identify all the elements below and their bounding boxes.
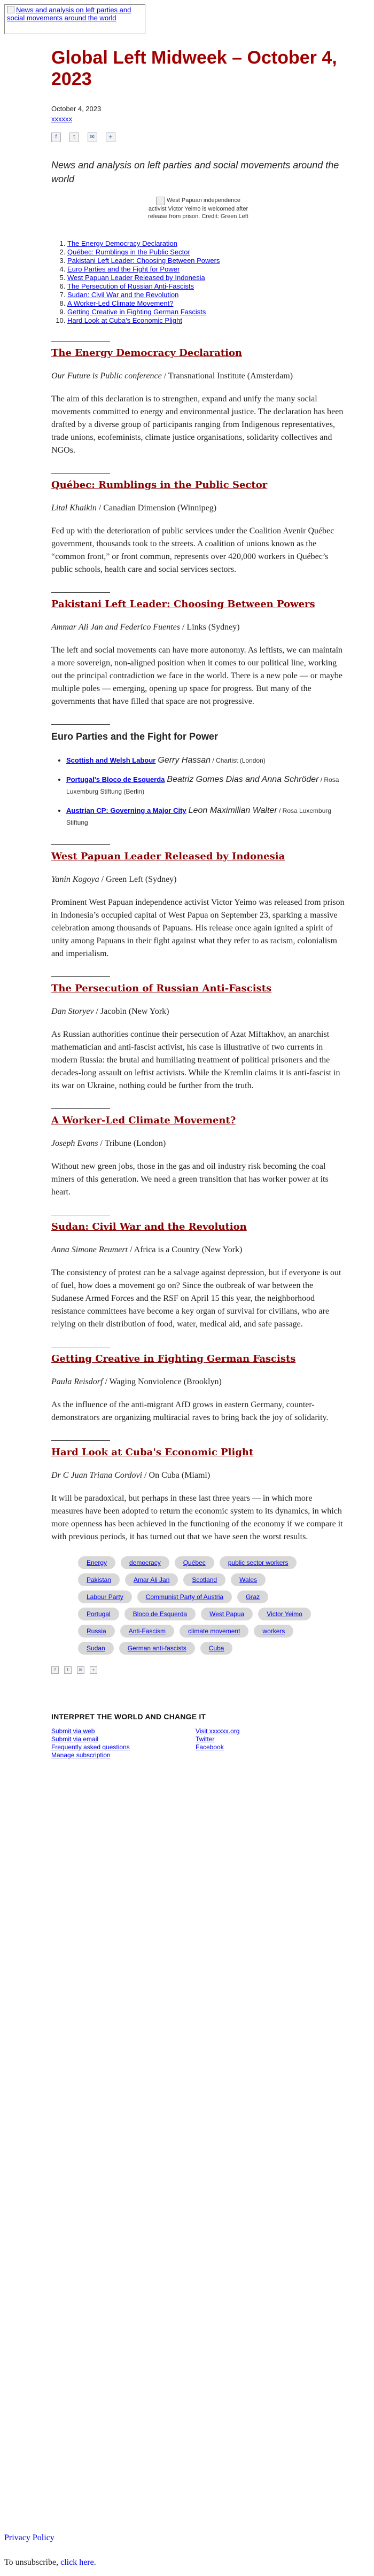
author-link[interactable]: xxxxxx [51, 115, 72, 123]
footer-link[interactable]: Visit xxxxxx.org [196, 1727, 240, 1735]
section-title: Euro Parties and the Fight for Power [51, 731, 219, 742]
footer-social-row [51, 1666, 345, 1674]
toc-item [67, 299, 345, 308]
article-byline [51, 1470, 345, 1481]
divider [51, 341, 110, 342]
toc-link[interactable]: The Persecution of Russian Anti-Fascists [67, 282, 194, 290]
footer-link[interactable]: Frequently asked questions [51, 1743, 130, 1751]
toc-link[interactable]: Québec: Rumblings in the Public Sector [67, 248, 190, 256]
article-title-link[interactable]: Getting Creative in Fighting German Fascists [51, 1353, 296, 1364]
euro-item-author: Leon Maximilian Walter [188, 806, 277, 815]
divider [51, 1440, 110, 1441]
tag-link[interactable]: Graz [237, 1590, 268, 1603]
privacy-policy-link[interactable]: Privacy Policy [4, 2533, 54, 2542]
divider [51, 976, 110, 977]
figure [147, 197, 249, 220]
article-byline [51, 1376, 345, 1388]
table-of-contents [51, 239, 345, 325]
email-icon[interactable]: ✉ [77, 1666, 84, 1674]
article-source: / Jacobin (New York) [94, 1007, 169, 1016]
twitter-icon[interactable]: t [69, 133, 79, 142]
divider [51, 1108, 110, 1109]
euro-item-source: / Rosa Luxemburg Stiftung (Berlin) [66, 776, 339, 795]
article-source: / Africa is a Country (New York) [128, 1245, 243, 1254]
article-source: / Tribune (London) [98, 1139, 166, 1148]
tag-link[interactable]: Québec [175, 1556, 214, 1569]
euro-list-item [66, 805, 345, 828]
facebook-icon[interactable]: f [51, 1666, 59, 1674]
article-title-link[interactable]: West Papuan Leader Released by Indonesia [51, 851, 285, 862]
article-byline [51, 1138, 345, 1150]
article-title-link[interactable]: Sudan: Civil War and the Revolution [51, 1221, 247, 1232]
article-author: Dan Storyev [51, 1007, 94, 1016]
toc-item [67, 308, 345, 316]
toc-item [67, 291, 345, 299]
tag-link[interactable]: Labour Party [78, 1590, 132, 1603]
toc-item [67, 265, 345, 274]
article-title-link[interactable]: The Energy Democracy Declaration [51, 347, 243, 359]
page-title: Global Left Midweek – October 4, 2023 [51, 48, 337, 89]
article-source: / Transnational Institute (Amsterdam) [161, 371, 293, 381]
footer-right-column [196, 1727, 340, 1759]
article-body: Without new green jobs, those in the gas and oil industry risk becoming the coal miners of this generation. We need a green transition that has worker power at its heart. [51, 1162, 329, 1197]
tag-link[interactable]: Communist Party of Austria [137, 1590, 232, 1603]
tag-link[interactable]: climate movement [180, 1625, 248, 1638]
toc-item [67, 274, 345, 282]
tag-link[interactable]: Energy [78, 1556, 115, 1569]
article-byline [51, 874, 345, 886]
toc-item [67, 316, 345, 325]
tag-link[interactable]: Victor Yeimo [258, 1608, 311, 1620]
divider [51, 844, 110, 845]
newsletter-banner-image[interactable] [4, 4, 145, 34]
euro-item-link[interactable]: Austrian CP: Governing a Major City [66, 806, 186, 814]
footer-link[interactable]: Twitter [196, 1735, 215, 1743]
footer-heading: INTERPRET THE WORLD AND CHANGE IT [51, 1712, 206, 1721]
article-author: Paula Reisdorf [51, 1377, 103, 1386]
divider [51, 473, 110, 474]
article-author: Lital Khaikin [51, 503, 97, 513]
article-source: / Waging Nonviolence (Brooklyn) [103, 1377, 222, 1386]
broken-image-icon [7, 6, 14, 13]
tag-link[interactable]: Portugal [78, 1608, 119, 1620]
article-source: / Green Left (Sydney) [99, 875, 177, 884]
divider [51, 724, 110, 725]
euro-item-source: / Chartist (London) [211, 757, 266, 764]
article-byline [51, 1244, 345, 1256]
footer-link[interactable]: Submit via email [51, 1735, 99, 1743]
euro-item-source: / Rosa Luxemburg Stiftung [66, 807, 332, 826]
article-body: The consistency of protest can be a salvage against depression, but if everyone is out of fuel, how does a movement go on? Since the outbreak of war between the Sudanese Armed Forces and the RSF on April 15 this year, the neighborhood resistance committees have become a key organ of survival for civilians, who are relying on their distribution of food, water, medical aid, and safe passage. [51, 1268, 341, 1329]
twitter-icon[interactable]: t [64, 1666, 72, 1674]
article-byline [51, 370, 345, 382]
toc-link[interactable]: Getting Creative in Fighting German Fascists [67, 308, 206, 316]
tag-link[interactable]: Russia [78, 1625, 115, 1638]
legal-footer [4, 2512, 368, 2567]
article-author: Joseph Evans [51, 1139, 98, 1148]
toc-item [67, 248, 345, 257]
article-source: / On Cuba (Miami) [142, 1471, 211, 1480]
publish-date: October 4, 2023 [51, 105, 102, 113]
article-author: Yanin Kogoya [51, 875, 99, 884]
footer-link[interactable]: Facebook [196, 1743, 224, 1751]
footer-links [51, 1727, 345, 1759]
article-title-link[interactable]: Québec: Rumblings in the Public Sector [51, 479, 268, 491]
article-title-link[interactable]: A Worker-Led Climate Movement? [51, 1115, 236, 1126]
tag-link[interactable]: Scotland [183, 1573, 225, 1586]
intro-text: News and analysis on left parties and social movements around the world [51, 160, 339, 184]
article-body: As the influence of the anti-migrant AfD grows in eastern Germany, counter-demonstrators are organizing multiracial raves to bring back the joy of solidarity. [51, 1400, 329, 1422]
tag-link[interactable]: German anti-fascists [119, 1642, 195, 1655]
footer-link[interactable]: Submit via web [51, 1727, 95, 1735]
euro-item-link[interactable]: Scottish and Welsh Labour [66, 756, 156, 764]
tag-link[interactable]: Amar Ali Jan [125, 1573, 178, 1586]
article-body: Prominent West Papuan independence activist Victor Yeimo was released from prison in Indonesia’s occupied capital of West Papua on September 23, sparking a massive celebration among thousands of Papuans. His release once again ignited a spirit of unity among Papuans in their fight against what they refer to as racism, colonialism and imperialism. [51, 898, 345, 958]
article-body: Fed up with the deterioration of public services under the Coalition Avenir Québec government, thousands took to the streets. A coalition of unions known as the “common front,” or front commun, represents over 420,000 workers in Québec’s public schools, health care and social services sectors. [51, 526, 334, 574]
toc-link[interactable]: The Energy Democracy Declaration [67, 239, 177, 247]
tag-link[interactable]: Sudan [78, 1642, 114, 1655]
unsubscribe-link[interactable]: click here [60, 2558, 94, 2567]
euro-item-link[interactable]: Portugal's Bloco de Esquerda [66, 775, 165, 783]
toc-link[interactable]: Hard Look at Cuba's Economic Plight [67, 316, 182, 324]
unsubscribe-line: To unsubscribe, click here. [4, 2558, 96, 2567]
newsletter-content [51, 47, 345, 1759]
article-byline [51, 502, 345, 514]
article-body: As Russian authorities continue their persecution of Azat Miftakhov, an anarchist mathematician and anti-fascist activist, his case is illustrative of two currents in modern Russia: the brutal and humiliating treatment of political prisoners and the decades-long assault on leftist activists. While the Kremlin claims it is anti-fascist in its war on Ukraine, nothing could be further from the truth. [51, 1030, 340, 1090]
article-author: Ammar Ali Jan and Federico Fuentes [51, 623, 180, 632]
euro-item-author: Beatriz Gomes Dias and Anna Schröder [167, 775, 319, 784]
tag-link[interactable]: public sector workers [220, 1556, 297, 1569]
figure-caption: West Papuan independence activist Victor Yeimo is welcomed after release from prison. Credit: Green Left [148, 197, 248, 220]
tag-link[interactable]: workers [254, 1625, 293, 1638]
article-source: / Canadian Dimension (Winnipeg) [96, 503, 217, 513]
euro-links-list [51, 755, 345, 828]
article-author: Dr C Juan Triana Cordovi [51, 1471, 143, 1480]
tag-list [78, 1556, 313, 1655]
article-author: Our Future is Public conference [51, 371, 162, 381]
article-source: / Links (Sydney) [180, 623, 240, 632]
tag-link[interactable]: Bloco de Esquerda [124, 1608, 196, 1620]
toc-link[interactable]: Euro Parties and the Fight for Power [67, 265, 180, 273]
article-byline [51, 622, 345, 633]
facebook-icon[interactable]: f [51, 133, 61, 142]
toc-link[interactable]: Sudan: Civil War and the Revolution [67, 291, 179, 299]
footer-left-column [51, 1727, 196, 1759]
article-body: The left and social movements can have more autonomy. As leftists, we can maintain a more sovereign, non-aligned position when it comes to our political line, working out the principal contradiction we face in the world. There is a new pole — or maybe multiple poles — emerging, opening up space for progress. But many of the governments that have filled that space are not progressive. [51, 646, 343, 706]
tag-link[interactable]: Cuba [200, 1642, 233, 1655]
toc-link[interactable]: A Worker-Led Climate Movement? [67, 299, 174, 307]
article-title-link[interactable]: Hard Look at Cuba's Economic Plight [51, 1447, 254, 1458]
social-share-row [51, 133, 345, 142]
article-body: The aim of this declaration is to strengthen, expand and unify the many social movements committed to energy and environmental justice. The declaration has been drafted by a diverse group of participants ranging from Indigenous representatives, trade unions, ecofeminists, climate justice organisations, solidarity collectives and NGOs. [51, 394, 344, 455]
article-body: It will be paradoxical, but perhaps in these last three years — in which more measures have been adopted to return the economic system to its dynamics, in which more openness has been achieved in the functioning of the economy if we compare it with previous periods, it has turned out that we have seen the worst results. [51, 1494, 343, 1541]
toc-item [67, 282, 345, 291]
toc-link[interactable]: Pakistani Left Leader: Choosing Between Powers [67, 257, 220, 265]
toc-item [67, 239, 345, 248]
euro-item-author: Gerry Hassan [158, 756, 211, 765]
image-icon [156, 197, 165, 205]
euro-list-item [66, 755, 345, 766]
tag-link[interactable]: Pakistan [78, 1573, 120, 1586]
tag-link[interactable]: democracy [121, 1556, 169, 1569]
toc-item [67, 257, 345, 265]
article-byline [51, 1006, 345, 1018]
share-icon[interactable]: + [106, 133, 115, 142]
divider [51, 592, 110, 593]
tag-link[interactable]: Wales [231, 1573, 266, 1586]
article-title-link[interactable]: Pakistani Left Leader: Choosing Between Powers [51, 599, 315, 610]
euro-list-item [66, 774, 345, 797]
banner-alt-text[interactable]: News and analysis on left parties and social movements around the world [7, 6, 131, 22]
article-author: Anna Simone Reumert [51, 1245, 128, 1254]
article-title-link[interactable]: The Persecution of Russian Anti-Fascists [51, 983, 272, 994]
tag-link[interactable]: West Papua [201, 1608, 253, 1620]
footer-link[interactable]: Manage subscription [51, 1751, 111, 1759]
toc-link[interactable]: West Papuan Leader Released by Indonesia [67, 274, 205, 282]
tag-link[interactable]: Anti-Fascism [120, 1625, 174, 1638]
email-icon[interactable]: ✉ [88, 133, 97, 142]
share-icon[interactable]: + [90, 1666, 97, 1674]
